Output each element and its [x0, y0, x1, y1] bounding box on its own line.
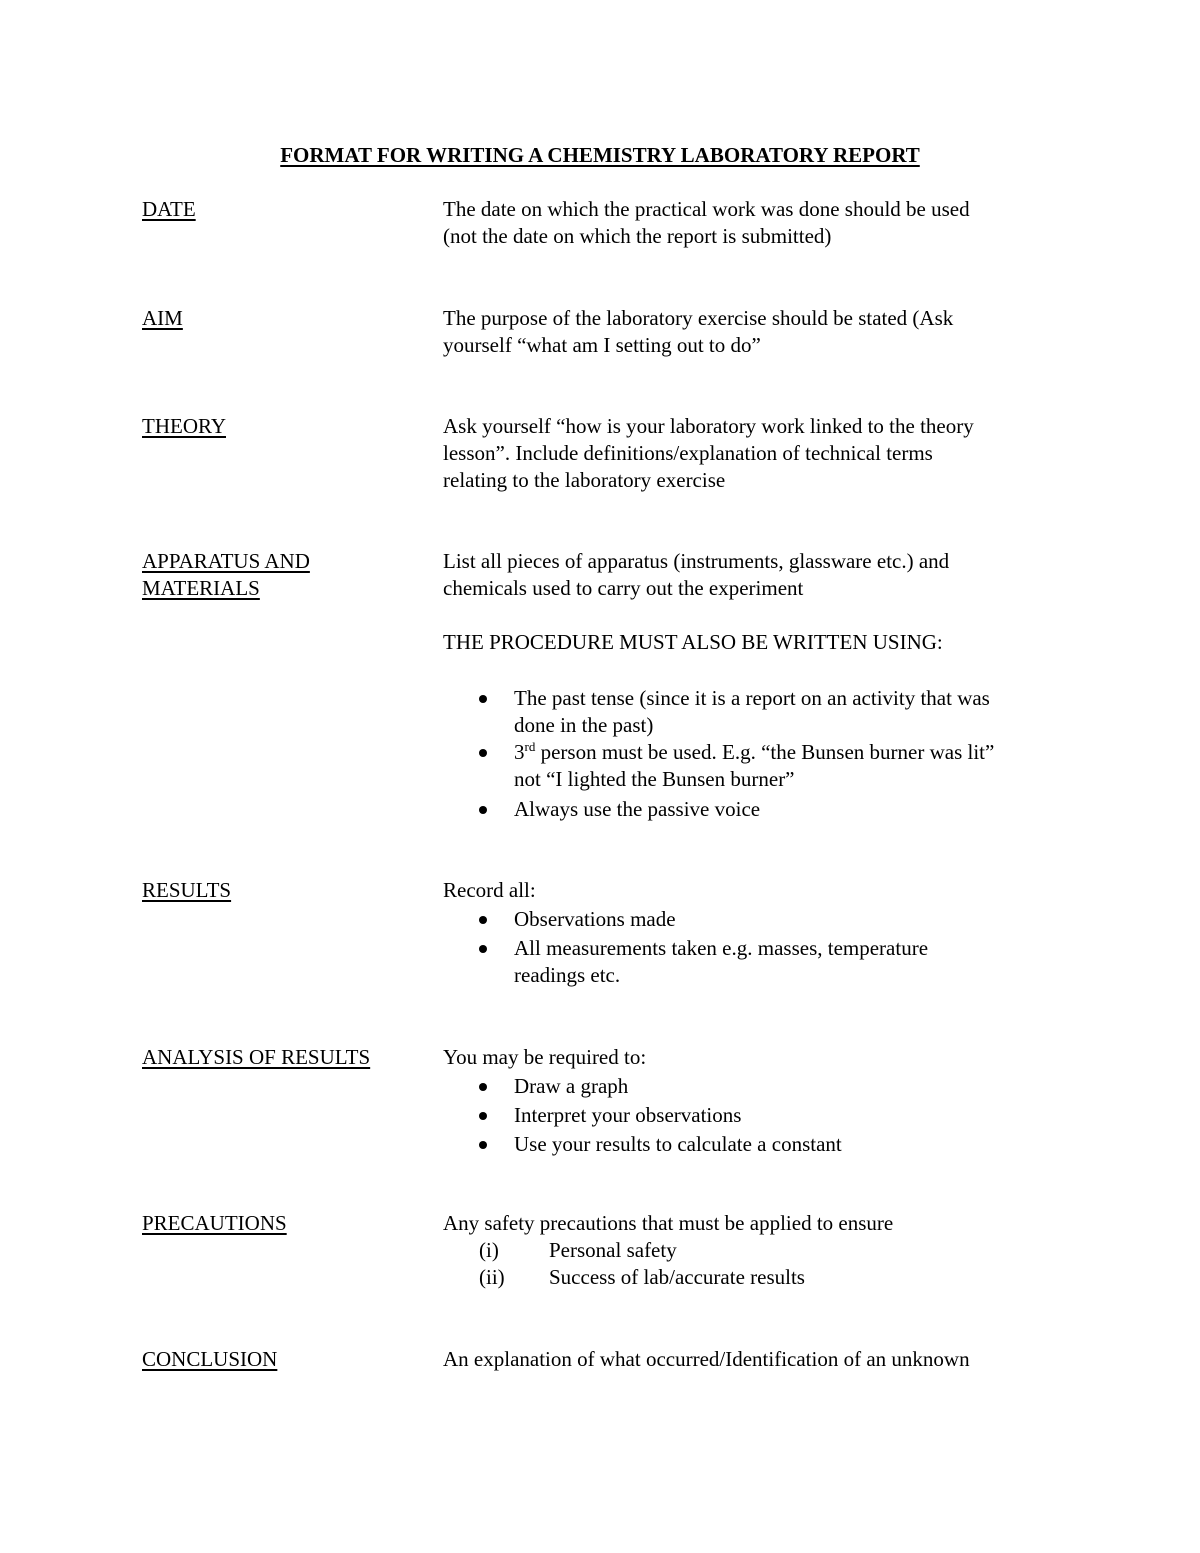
list-item	[443, 1131, 1083, 1158]
section-label-date: DATE	[142, 197, 196, 221]
list-item	[443, 1102, 1083, 1129]
list-item	[443, 1073, 1083, 1100]
list-item-text: done in the past)	[514, 713, 654, 737]
bullet-icon	[479, 945, 487, 953]
section-label-theory: THEORY	[142, 414, 226, 438]
document-title: FORMAT FOR WRITING A CHEMISTRY LABORATORY REPORT	[280, 143, 920, 167]
bullet-icon	[479, 749, 487, 757]
content-line: The purpose of the laboratory exercise should be stated (Ask	[443, 306, 954, 330]
list-item-text: Observations made	[514, 907, 676, 931]
bullet-icon	[479, 1083, 487, 1091]
section-content-results	[443, 877, 1083, 989]
list-item	[443, 1264, 1083, 1291]
label-line: MATERIALS	[142, 576, 260, 600]
content-line: relating to the laboratory exercise	[443, 468, 726, 492]
list-item-text: Interpret your observations	[514, 1103, 742, 1127]
list-item	[443, 685, 1083, 739]
content-line: (not the date on which the report is submitted)	[443, 224, 832, 248]
list-item-number: (ii)	[479, 1265, 505, 1289]
list-item-text: Use your results to calculate a constant	[514, 1132, 842, 1156]
content-line: lesson”. Include definitions/explanation of technical terms	[443, 441, 933, 465]
content-line: chemicals used to carry out the experiment	[443, 576, 804, 600]
section-intro: You may be required to:	[443, 1045, 647, 1069]
list-item	[443, 796, 1083, 823]
content-line: yourself “what am I setting out to do”	[443, 333, 761, 357]
section-label-aim: AIM	[142, 306, 183, 330]
content-line: List all pieces of apparatus (instruments, glassware etc.) and	[443, 549, 950, 573]
list-item-text: Personal safety	[549, 1238, 677, 1262]
section-content-conclusion: An explanation of what occurred/Identification of an unknown	[443, 1347, 970, 1371]
procedure-heading: THE PROCEDURE MUST ALSO BE WRITTEN USING:	[443, 630, 943, 654]
list-item-text-rest: person must be used. E.g. “the Bunsen burner was lit”	[535, 740, 995, 764]
section-content-precautions	[443, 1210, 1083, 1291]
bullet-icon	[479, 695, 487, 703]
section-content-analysis	[443, 1044, 1083, 1158]
bullet-icon	[479, 806, 487, 814]
ordinal-number: 3	[514, 740, 525, 764]
list-item	[443, 935, 1083, 989]
section-intro: Record all:	[443, 878, 536, 902]
list-item-number: (i)	[479, 1238, 499, 1262]
list-item	[443, 906, 1083, 933]
section-content-aim	[443, 305, 1083, 359]
list-item	[443, 739, 1083, 793]
list-item-text: not “I lighted the Bunsen burner”	[514, 767, 795, 791]
bullet-icon	[479, 1112, 487, 1120]
list-item-text: readings etc.	[514, 963, 621, 987]
list-item-text: Draw a graph	[514, 1074, 629, 1098]
section-label-precautions: PRECAUTIONS	[142, 1211, 287, 1235]
bullet-icon	[479, 916, 487, 924]
section-label-apparatus	[142, 548, 422, 602]
section-content-apparatus	[443, 548, 1083, 602]
section-intro: Any safety precautions that must be applied to ensure	[443, 1211, 894, 1235]
content-line: Ask yourself “how is your laboratory work linked to the theory	[443, 414, 974, 438]
ordinal-suffix: rd	[524, 739, 536, 754]
list-item	[443, 1237, 1083, 1264]
label-line: APPARATUS AND	[142, 549, 310, 573]
section-content-date	[443, 196, 1083, 250]
list-item-text: All measurements taken e.g. masses, temperature	[514, 936, 929, 960]
section-label-conclusion: CONCLUSION	[142, 1347, 278, 1371]
list-item-text	[514, 739, 1083, 766]
procedure-list	[443, 685, 1083, 823]
section-label-results: RESULTS	[142, 878, 232, 902]
list-item-text: Success of lab/accurate results	[549, 1265, 805, 1289]
section-label-analysis: ANALYSIS OF RESULTS	[142, 1045, 371, 1069]
section-content-theory	[443, 413, 1083, 494]
list-item-text: Always use the passive voice	[514, 797, 761, 821]
content-line: The date on which the practical work was done should be used	[443, 197, 970, 221]
bullet-icon	[479, 1141, 487, 1149]
list-item-text: The past tense (since it is a report on an activity that was	[514, 686, 990, 710]
